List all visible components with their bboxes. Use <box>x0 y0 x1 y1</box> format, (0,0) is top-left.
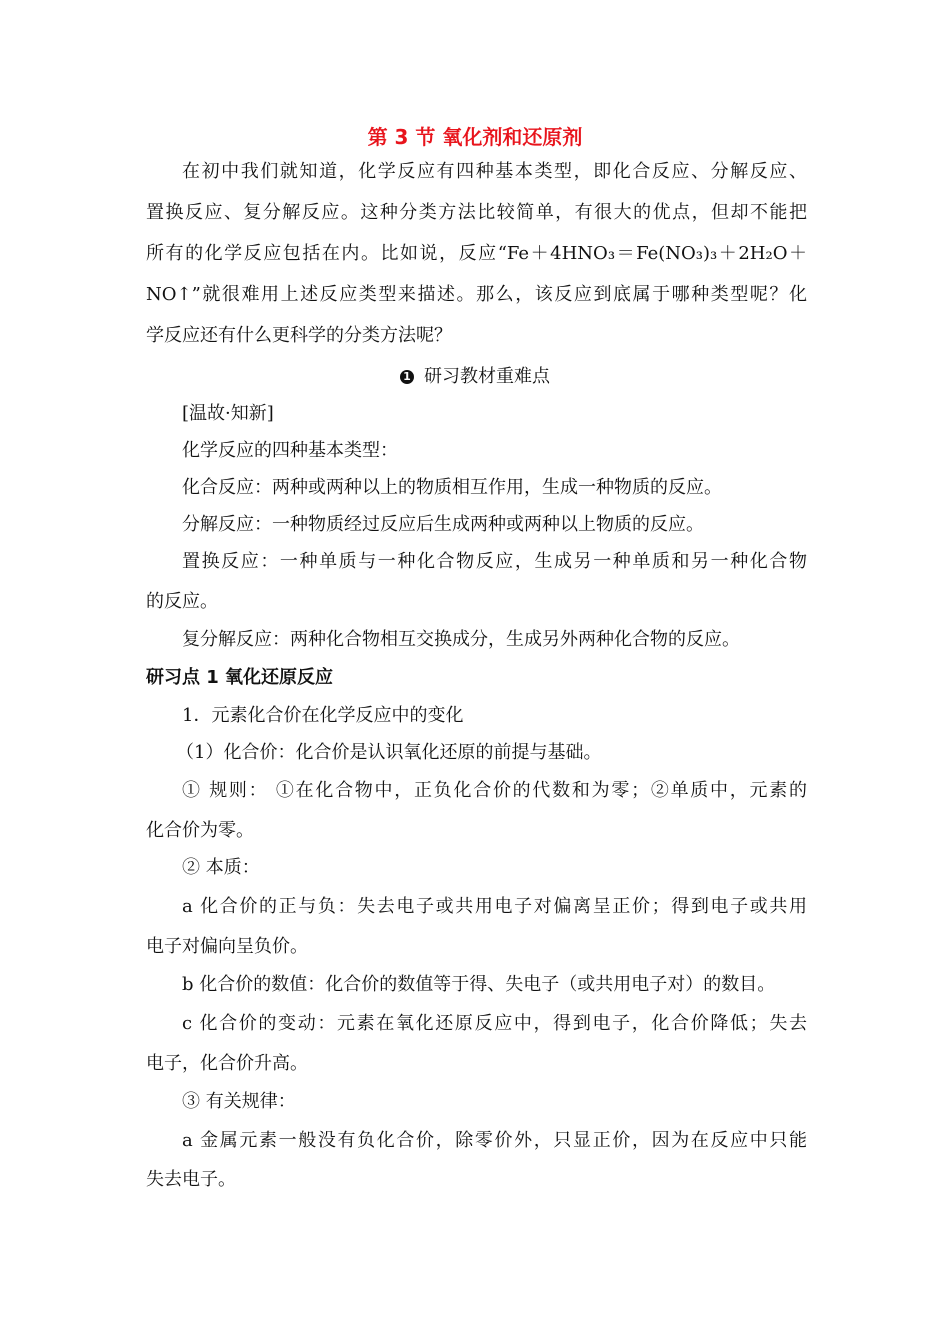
review-intro: 化学反应的四种基本类型： <box>182 440 398 461</box>
page-title: 第 3 节 氧化剂和还原剂 <box>367 125 583 149</box>
review-item: 化合反应：两种或两种以上的物质相互作用，生成一种物质的反应。 <box>182 477 722 498</box>
point-line: 化合价为零。 <box>146 820 254 841</box>
review-item: 置换反应：一种单质与一种化合物反应，生成另一种单质和另一种化合物 <box>182 551 807 572</box>
point-line: 失去电子。 <box>146 1169 236 1190</box>
intro-line: NO↑”就很难用上述反应类型来描述。那么，该反应到底属于哪种类型呢？化 <box>146 284 807 305</box>
point-line: ② 本质： <box>182 857 260 878</box>
point-heading: 研习点 1 氧化还原反应 <box>146 667 334 688</box>
review-item: 的反应。 <box>146 591 218 612</box>
point-line: a 化合价的正与负：失去电子或共用电子对偏离呈正价；得到电子或共用 <box>182 896 807 917</box>
point-line: a 金属元素一般没有负化合价，除零价外，只显正价，因为在反应中只能 <box>182 1130 807 1151</box>
point-line: c 化合价的变动：元素在氧化还原反应中，得到电子，化合价降低；失去 <box>182 1013 807 1034</box>
review-item: 复分解反应：两种化合物相互交换成分，生成另外两种化合物的反应。 <box>182 629 740 650</box>
point-line: 电子对偏向呈负价。 <box>146 936 308 957</box>
point-line: ③ 有关规律： <box>182 1091 296 1112</box>
point-line: 电子，化合价升高。 <box>146 1053 308 1074</box>
point-line: ① 规则： ①在化合物中，正负化合价的代数和为零；②单质中，元素的 <box>182 780 807 801</box>
review-tag: [温故·知新] <box>182 403 274 424</box>
point-line: b 化合价的数值：化合价的数值等于得、失电子（或共用电子对）的数目。 <box>182 974 776 995</box>
point-line: 1．元素化合价在化学反应中的变化 <box>182 705 464 726</box>
section-number-badge: 1 <box>400 370 414 384</box>
intro-line: 在初中我们就知道，化学反应有四种基本类型，即化合反应、分解反应、 <box>182 161 807 182</box>
review-item: 分解反应：一种物质经过反应后生成两种或两种以上物质的反应。 <box>182 514 704 535</box>
intro-line: 置换反应、复分解反应。这种分类方法比较简单，有很大的优点，但却不能把 <box>146 202 807 223</box>
intro-line: 学反应还有什么更科学的分类方法呢？ <box>146 325 452 346</box>
intro-line: 所有的化学反应包括在内。比如说，反应“Fe＋4HNO₃＝Fe(NO₃)₃＋2H₂O＋ <box>146 243 807 264</box>
section-heading <box>0 365 950 389</box>
section-heading-text: 研习教材重难点 <box>424 366 550 387</box>
point-line: （1）化合价：化合价是认识氧化还原的前提与基础。 <box>176 742 602 763</box>
